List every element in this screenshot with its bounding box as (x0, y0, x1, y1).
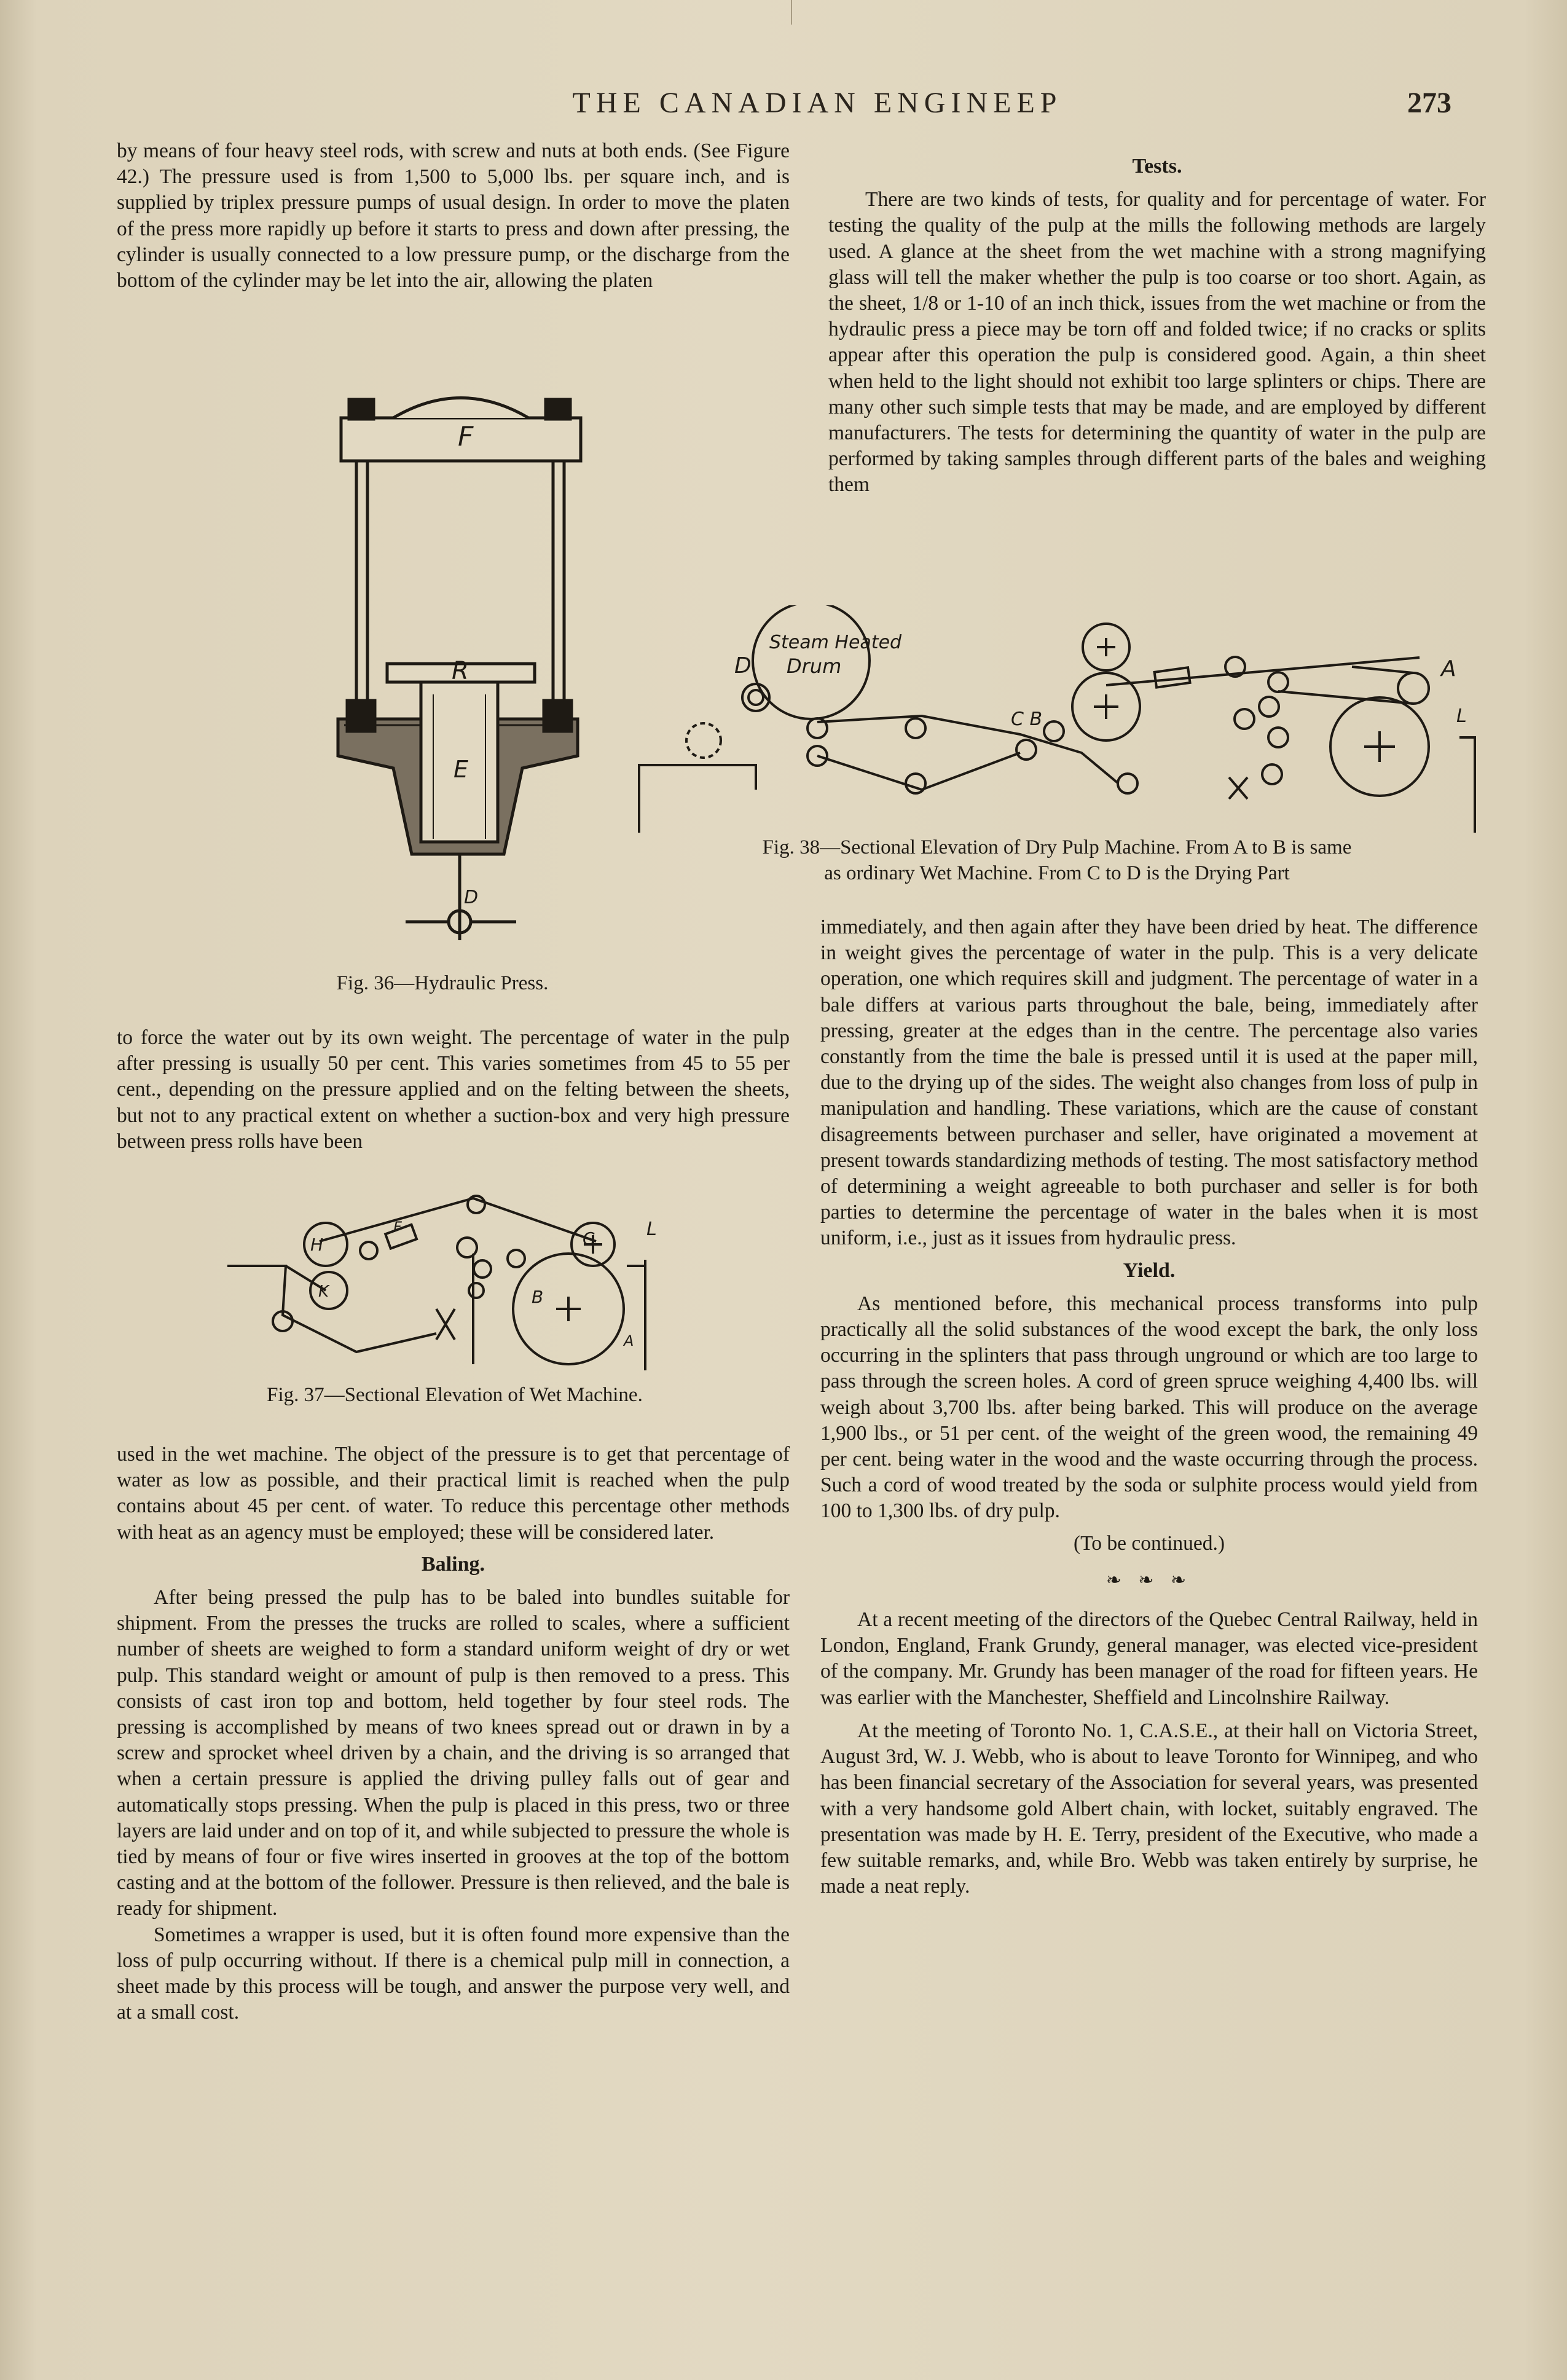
label-f: F (458, 421, 474, 452)
label-l: L (1456, 705, 1467, 727)
paragraph: used in the wet machine. The object of the pressure is to get that percentage of water as low as possible, and their practical limit is reached when the pulp contains about 45 per cent. of water. To reduce this percentage other methods with heat as an agency must be employed; these will be considered later. (117, 1443, 790, 1544)
label-e: E (454, 756, 469, 783)
figure-38-dry-pulp-machine (627, 605, 1487, 833)
drum-label-1: Steam Heated (769, 632, 902, 653)
label-r: R (452, 657, 469, 685)
paragraph: There are two kinds of tests, for quality and for percentage of water. For testing the quality of the pulp at the mills the following methods are largely used. A glance at the sheet from the wet machine with a strong magnifying glass will tell the maker whether the pulp is too coarse or too short. Again, as the sheet, 1/8 or 1-10 of an inch thick, issues from the wet machine or from the hydraulic press a piece may be torn off and folded twice; if no cracks or splits appear after this operation the pulp is considered good. Again, a thin sheet when held to the light should not exhibit too large splinters or chips. There are many other such simple tests that may be made, and are employed by different manufacturers. The tests for determining the quantity of water in the pulp are performed by taking samples through different parts of the bales and weighing them (828, 188, 1486, 497)
section-heading-tests: Tests. (1132, 155, 1182, 178)
page-number: 273 (1407, 87, 1451, 119)
paragraph: At a recent meeting of the directors of the Quebec Central Railway, held in London, England, Frank Grundy, general manager, was elected vice-president of the company. Mr. Grundy has been manager of the road for fifteen years. He was earlier with the Manchester, Sheffield and Lincolnshire Railway. (820, 1608, 1478, 1709)
label-k: K (318, 1282, 329, 1301)
figure-38-caption-line1: Fig. 38—Sectional Elevation of Dry Pulp Machine. From A to B is same (762, 836, 1352, 858)
paragraph: At the meeting of Toronto No. 1, C.A.S.E., at their hall on Victoria Street, August 3rd, W. J. Webb, who is about to leave Toronto for Winnipeg, and who has been financial secretary of the Association for several years, was presented with a very handsome gold Albert chain, with locket, suitably engraved. The presentation was made by H. E. Terry, president of the Executive, who made a few suitable remarks, and, while Bro. Webb was taken entirely by surprise, he made a neat reply. (820, 1719, 1478, 1898)
label-a: A (1441, 656, 1456, 681)
figure-38-caption-line2: as ordinary Wet Machine. From C to D is the Drying Part (824, 862, 1290, 884)
label-a: A (624, 1332, 634, 1349)
paragraph: As mentioned before, this mechanical process transforms into pulp practically all the solid substances of the wood except the bark, the only loss occurring in the splinters that pass through unground or which are too large to pass through the screen holes. A cord of green spruce weighing 4,400 lbs. will weigh about 3,700 lbs. after being barked. This will produce on the average 1,900 lbs., or 51 per cent. of the weight of the green wood, the remaining 49 per cent. being water in the wood and the waste occurring through the process. Such a cord of wood treated by the soda or sulphite process would yield from 100 to 1,300 lbs. of dry pulp. (820, 1292, 1478, 1523)
label-f: F (393, 1219, 402, 1236)
label-d: D (734, 653, 752, 678)
label-l: L (646, 1219, 657, 1240)
to-be-continued: (To be continued.) (1073, 1531, 1225, 1555)
section-heading-baling: Baling. (422, 1552, 485, 1576)
running-header: THE CANADIAN ENGINEEP (572, 87, 1062, 119)
right-column-bottom (820, 914, 1478, 1899)
drum-label-2: Drum (787, 654, 842, 678)
figure-37-caption: Fig. 37—Sectional Elevation of Wet Machine. (267, 1384, 643, 1406)
left-column-top (117, 138, 790, 294)
figure-36-caption: Fig. 36—Hydraulic Press. (336, 972, 549, 994)
ornament-divider: ❧ ❧ ❧ (1106, 1569, 1193, 1590)
paragraph: Sometimes a wrapper is used, but it is often found more expensive than the loss of pulp occurring without. If there is a chemical pulp mill in connection, a sheet made by this process will be tough, and answer the purpose very well, and at a small cost. (117, 1923, 790, 2024)
label-b: B (532, 1287, 544, 1307)
figure-38-caption (621, 835, 1493, 886)
paragraph: to force the water out by its own weight. The percentage of water in the pulp after pressing is usually 50 per cent. This varies sometimes from 45 to 55 per cent., depending on the pressure applied and on the felting between the sheets, but not to any practical extent on whether a suction-box and very high pressure between press rolls have been (117, 1026, 790, 1153)
figure-37-wet-machine (227, 1192, 670, 1377)
figure-36-hydraulic-press (320, 387, 596, 952)
label-d: D (464, 887, 479, 908)
label-c: C (583, 1228, 595, 1249)
label-h: H (310, 1235, 324, 1255)
right-column-top (828, 147, 1486, 498)
paragraph: by means of four heavy steel rods, with screw and nuts at both ends. (See Figure 42.) The pressure used is from 1,500 to 5,000 lbs. per square inch, and is supplied by triplex pressure pumps of usual design. In order to move the platen of the press more rapidly up before it starts to press and down after pressing, the cylinder is usually connected to a low pressure pump, or the discharge from the bottom of the cylinder may be let into the air, allowing the platen (117, 139, 790, 293)
left-column-mid (117, 1025, 790, 1155)
left-column-bottom (117, 1442, 790, 2025)
paragraph: immediately, and then again after they have been dried by heat. The difference in weight gives the percentage of water in the pulp. This is a very delicate operation, one which requires skill and judgment. The percentage of water in a bale differs at various parts throughout the bale, being, immediately after pressing, greater at the edges than in the centre. The percentage also varies constantly from the time the bale is pressed until it is used at the paper mill, due to the drying up of the sides. The weight also changes from loss of pulp in manipulation and handling. These variations, which are the cause of constant disagreements between purchaser and seller, have originated a movement at present towards standardizing methods of testing. The most satisfactory method of determining a weight agreeable to both purchaser and seller is for both parties to determine the percentage of water in the bales when it is most uniform, i.e., just as it issues from hydraulic press. (820, 916, 1478, 1250)
fold-line (791, 0, 792, 25)
label-cb: C B (1011, 709, 1043, 730)
paragraph: After being pressed the pulp has to be baled into bundles suitable for shipment. From the presses the trucks are rolled to scales, where a sufficient number of sheets are weighed to form a standard uniform weight of dry or wet pulp. This standard weight or amount of pulp is then removed to a press. This consists of cast iron top and bottom, held together by four steel rods. The pressing is accomplished by means of two knees spread out or drawn in by a screw and sprocket wheel driven by a chain, and the driving is so arranged that when a certain pressure is applied the driving pulley falls out of gear and automatically stops pressing. When the pulp is placed in this press, two or three layers are laid under and on top of it, and while subjected to pressure the whole is tied by means of four or five wires inserted in grooves at the top of the bottom casting and at the bottom of the follower. Pressure is then relieved, and the bale is ready for shipment. (117, 1586, 790, 1920)
section-heading-yield: Yield. (1123, 1259, 1176, 1282)
